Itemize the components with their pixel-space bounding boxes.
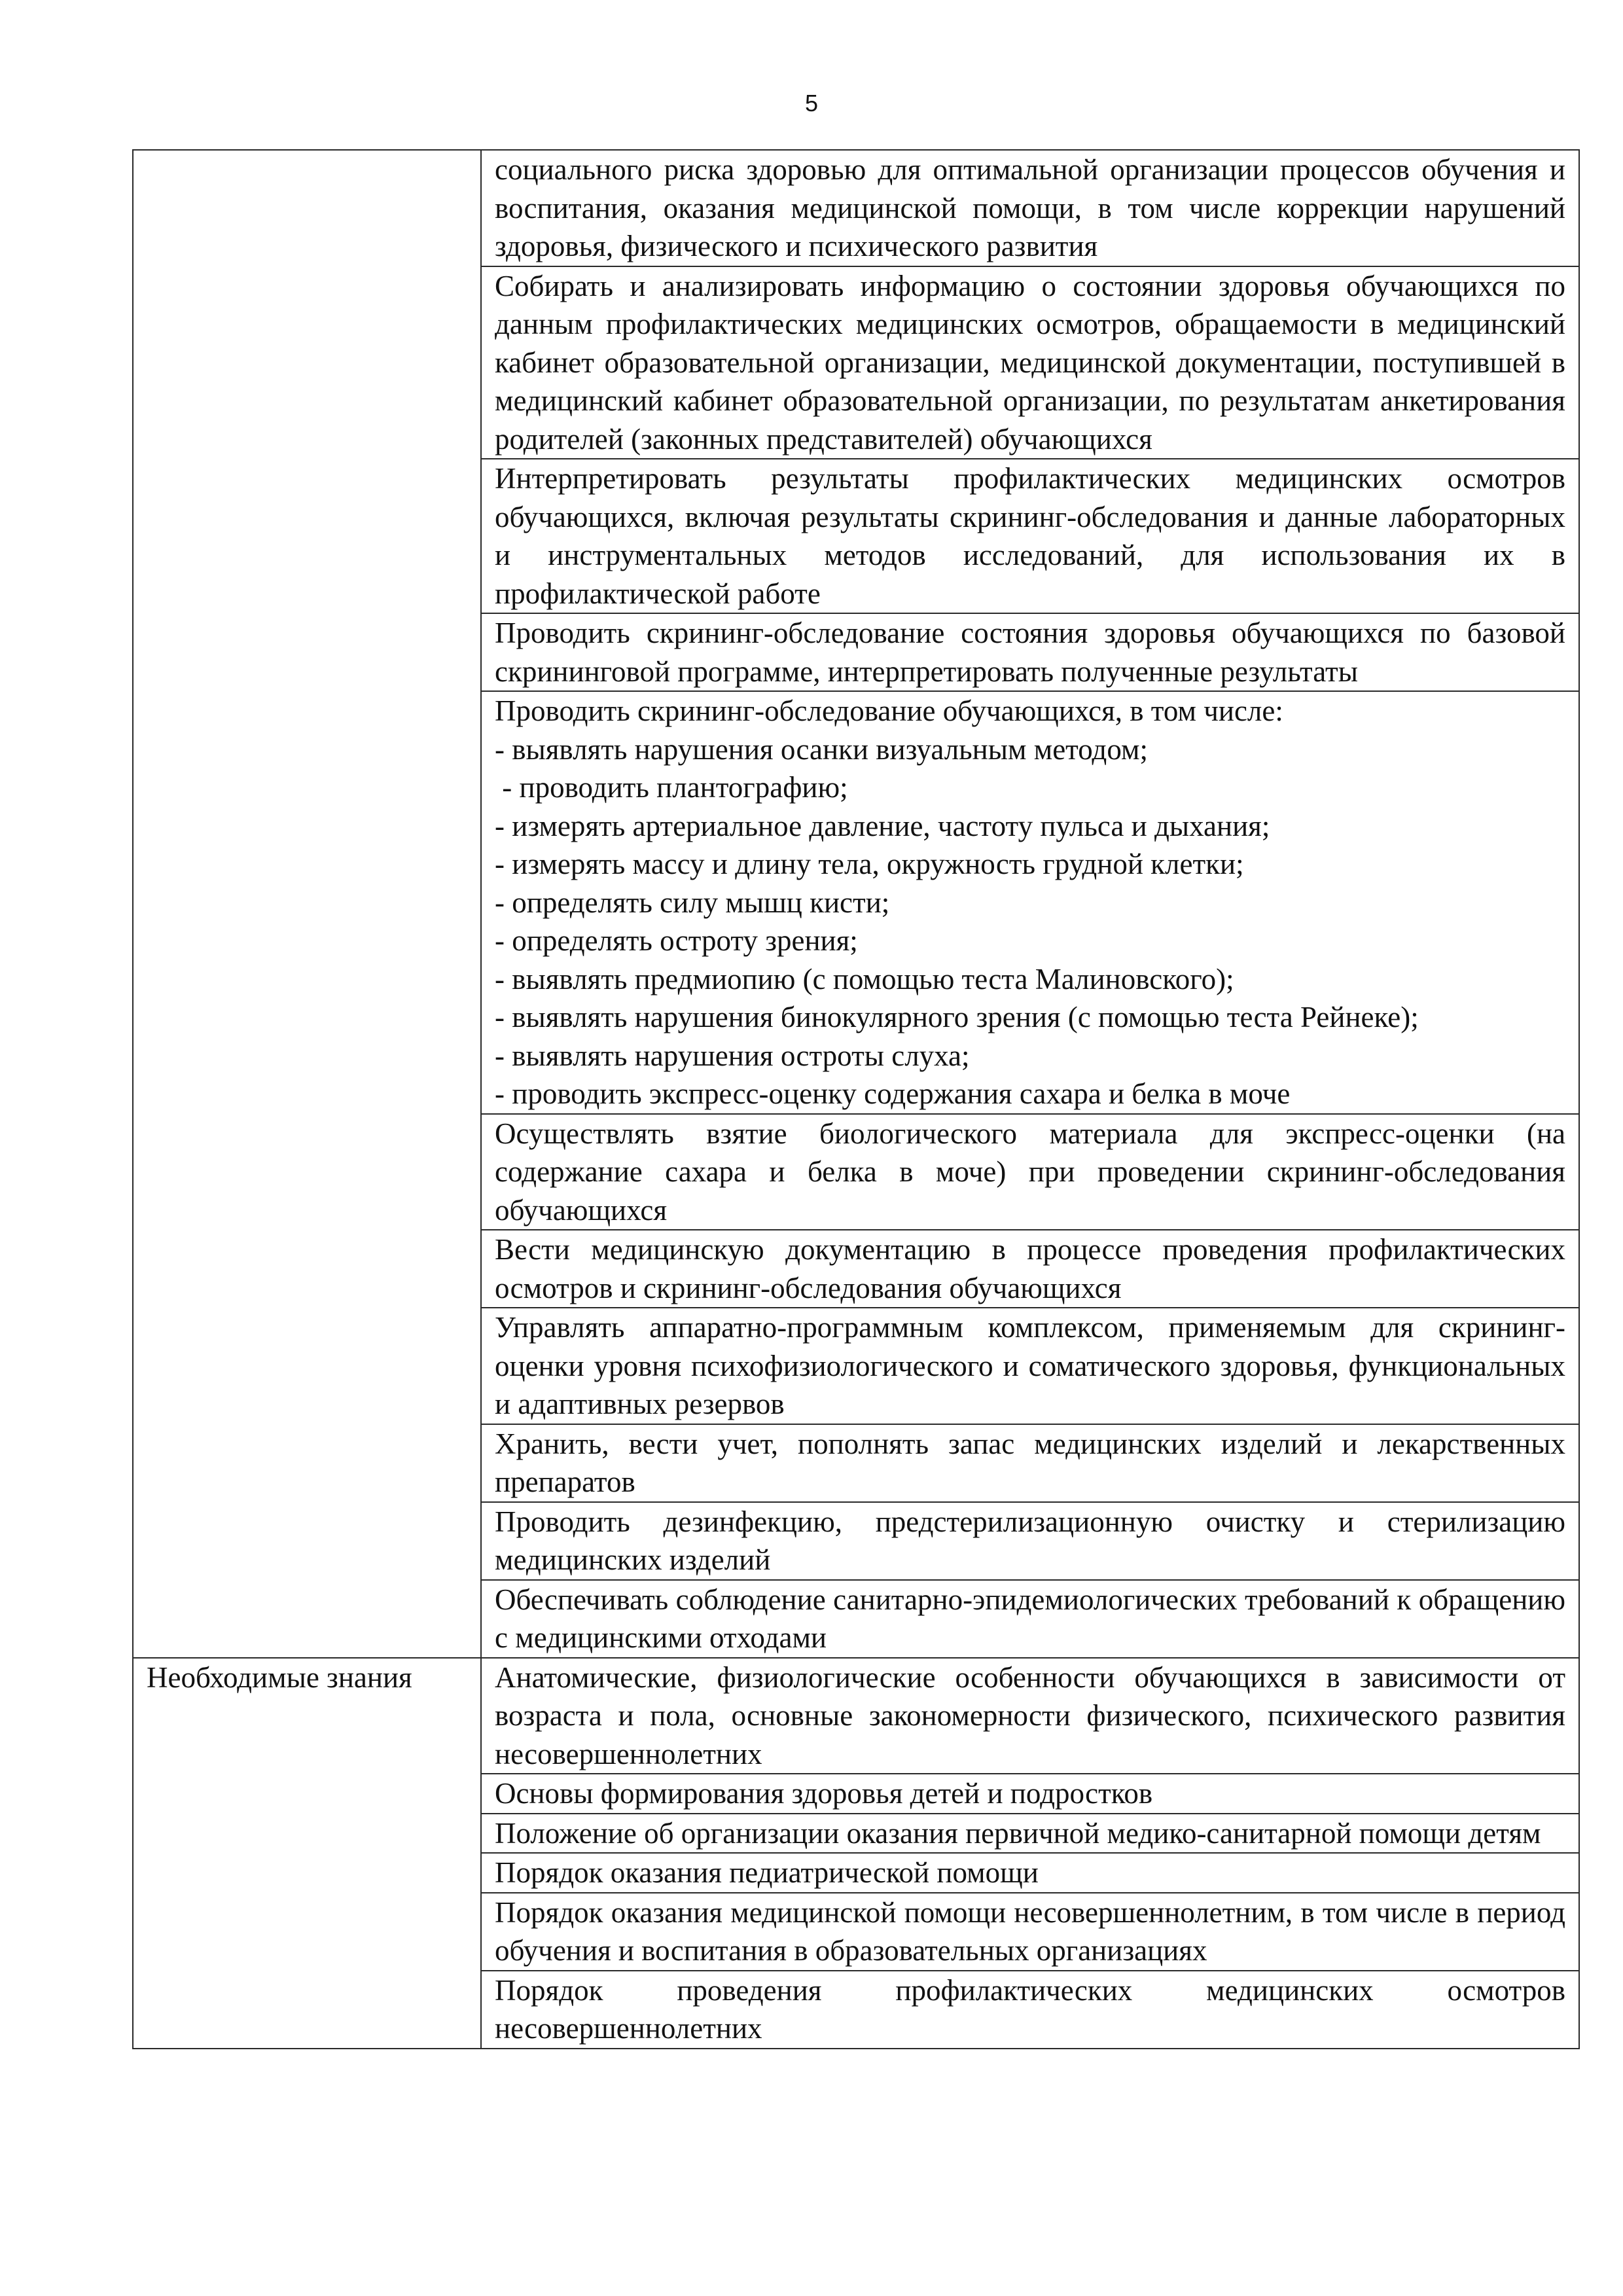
table-cell: Порядок проведения профилактических медицинских осмотров несовершеннолетних	[481, 1971, 1579, 2049]
table-body	[133, 150, 1579, 2049]
table-cell: Порядок оказания педиатрической помощи	[481, 1853, 1579, 1893]
list-item: - проводить плантографию;	[495, 771, 848, 804]
list-item: - определять остроту зрения;	[495, 924, 858, 957]
list-item: - выявлять предмиопию (с помощью теста Малиновского);	[495, 962, 1234, 996]
table-cell: Основы формирования здоровья детей и подростков	[481, 1774, 1579, 1814]
list-intro: Проводить скрининг-обследование обучающихся, в том числе:	[495, 694, 1283, 727]
table-cell: Порядок оказания медицинской помощи несовершеннолетним, в том числе в период обучения и воспитания в образовательных организациях	[481, 1893, 1579, 1971]
list-item: - выявлять нарушения бинокулярного зрения (с помощью теста Рейнеке);	[495, 1001, 1419, 1033]
table-cell: Осуществлять взятие биологического материала для экспресс-оценки (на содержание сахара и белка в моче) при проведении скрининг-обследования обучающихся	[481, 1114, 1579, 1230]
table-cell: Собирать и анализировать информацию о состоянии здоровья обучающихся по данным профилактических медицинских осмотров, обращаемости в медицинский кабинет образовательной организации, медицинской документации, поступившей в медицинский кабинет образовательной организации, по результатам анкетирования родителей (законных представителей) обучающихся	[481, 266, 1579, 459]
list-item: - выявлять нарушения остроты слуха;	[495, 1039, 970, 1072]
table-cell: Проводить скрининг-обследование состояния здоровья обучающихся по базовой скрининговой программе, интерпретировать полученные результаты	[481, 613, 1579, 691]
table-row	[133, 1658, 1579, 1774]
table-cell: Проводить дезинфекцию, предстерилизационную очистку и стерилизацию медицинских изделий	[481, 1502, 1579, 1580]
table-cell: Вести медицинскую документацию в процессе проведения профилактических осмотров и скрининг-обследования обучающихся	[481, 1230, 1579, 1308]
table-cell: Положение об организации оказания первичной медико-санитарной помощи детям	[481, 1814, 1579, 1854]
table-cell	[481, 691, 1579, 1114]
list-item: - измерять артериальное давление, частоту пульса и дыхания;	[495, 809, 1270, 842]
table-cell: Управлять аппаратно-программным комплексом, применяемым для скрининг-оценки уровня психофизиологического и соматического здоровья, функциональных и адаптивных резервов	[481, 1308, 1579, 1424]
table-cell: Интерпретировать результаты профилактических медицинских осмотров обучающихся, включая результаты скрининг-обследования и данные лабораторных и инструментальных методов исследований, для использования их в профилактической работе	[481, 459, 1579, 613]
table-cell: Хранить, вести учет, пополнять запас медицинских изделий и лекарственных препаратов	[481, 1424, 1579, 1502]
table-cell: социального риска здоровью для оптимальной организации процессов обучения и воспитания, оказания медицинской помощи, в том числе коррекции нарушений здоровья, физического и психического развития	[481, 150, 1579, 266]
list-item: - измерять массу и длину тела, окружность грудной клетки;	[495, 848, 1244, 880]
row-group-label: Необходимые знания	[133, 1658, 481, 2049]
page-number: 5	[804, 90, 819, 117]
list-item: - проводить экспресс-оценку содержания сахара и белка в моче	[495, 1077, 1291, 1110]
table-row	[133, 150, 1579, 266]
table-cell: Анатомические, физиологические особенности обучающихся в зависимости от возраста и пола, основные закономерности физического, психического развития несовершеннолетних	[481, 1658, 1579, 1774]
competency-table	[132, 149, 1580, 2049]
list-item: - определять силу мышц кисти;	[495, 886, 890, 919]
list-item: - выявлять нарушения осанки визуальным методом;	[495, 732, 1148, 766]
table-cell: Обеспечивать соблюдение санитарно-эпидемиологических требований к обращению с медицинскими отходами	[481, 1580, 1579, 1658]
row-group-label-empty	[133, 150, 481, 1658]
